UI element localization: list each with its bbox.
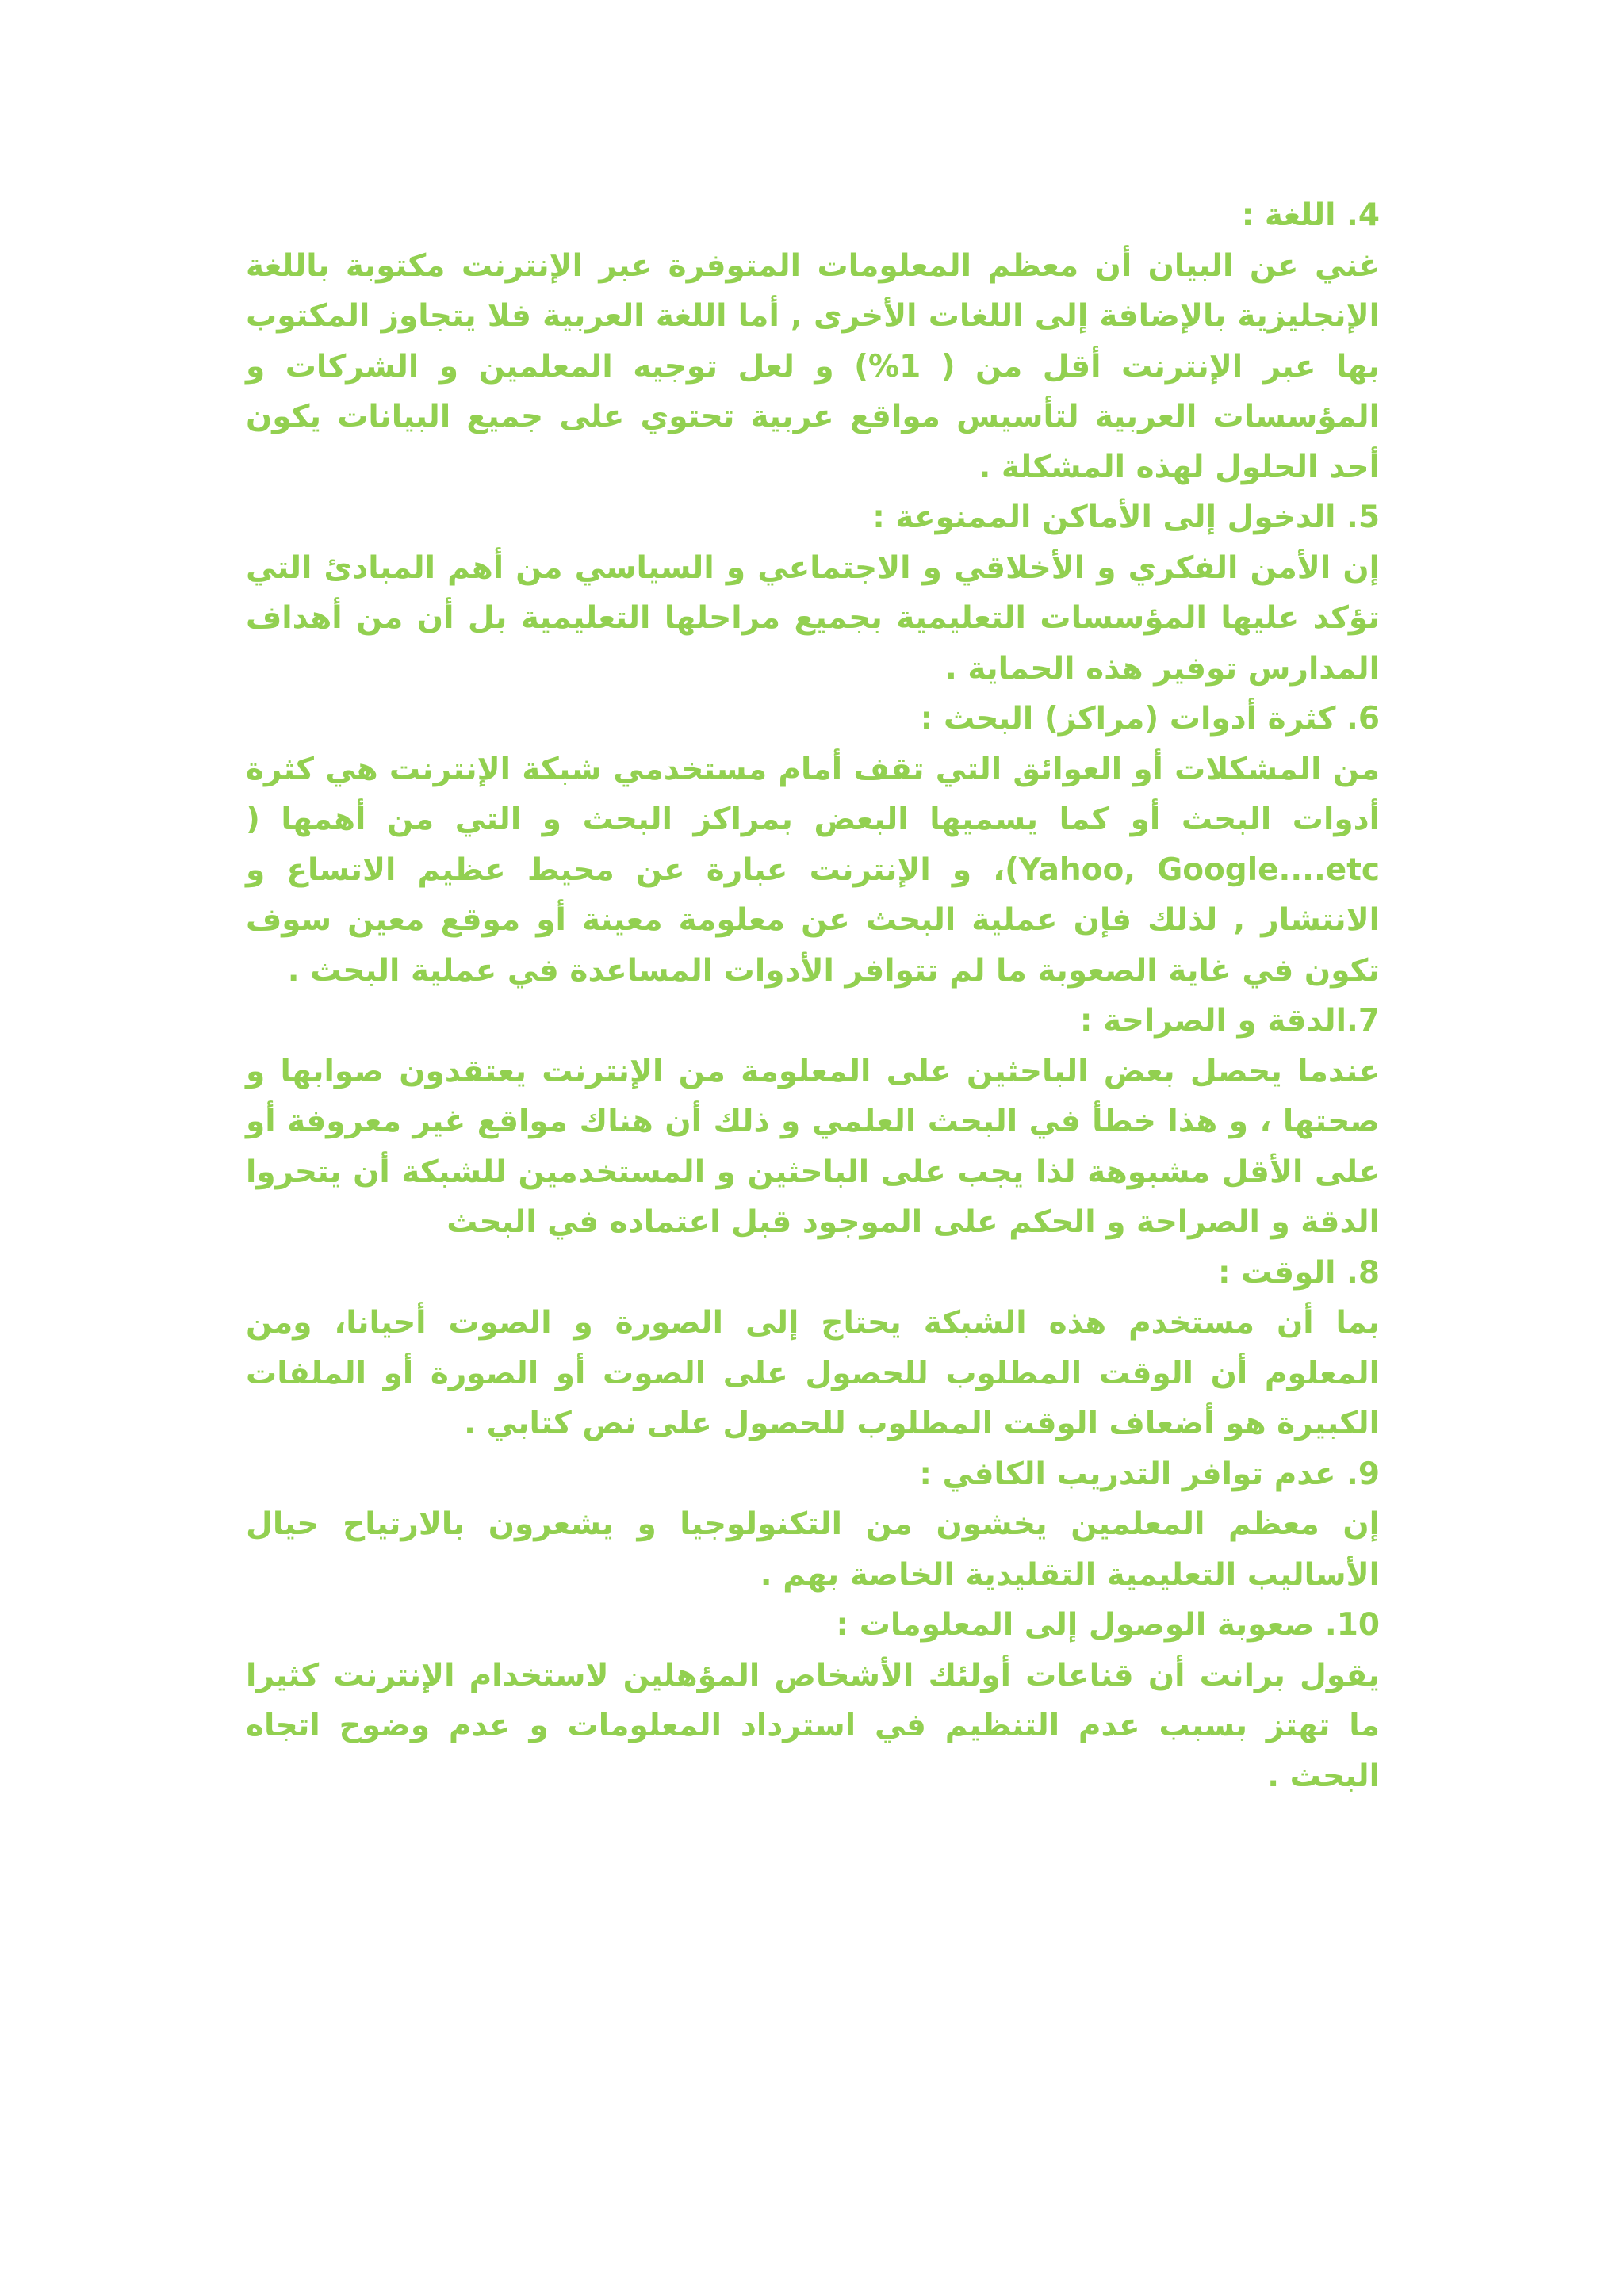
section-paragraph: غني عن البيان أن معظم المعلومات المتوفرة عبر الإنترنت مكتوبة باللغة الإنجليزية بالإضافة إلى اللغات الأخرى , أما اللغة العربية فلا يتجاوز المكتوب بها عبر الإنترنت أقل من ( 1%) و لعل توجيه المعلمين و الشركات و المؤسسات العربية لتأسيس مواقع عربية تحتوي على جميع البيانات يكون أحد الحلول لهذه المشكلة . — [246, 247, 1380, 485]
document-body — [246, 190, 1380, 1801]
section-paragraph: إن معظم المعلمين يخشون من التكنولوجيا و يشعرون بالارتياح حيال الأساليب التعليمية التقليدية الخاصة بهم . — [246, 1506, 1380, 1593]
section-heading: 8. الوقت : — [1218, 1254, 1380, 1291]
section-information-access — [246, 1600, 1380, 1801]
section-language — [246, 190, 1380, 492]
section-heading: 4. اللغة : — [1241, 197, 1380, 233]
section-paragraph: من المشكلات أو العوائق التي تقف أمام مستخدمي شبكة الإنترنت هي كثرة أدوات البحث أو كما يسميها البعض بمراكز البحث و التي من أهمها ( Yahoo, Google....etc)، و الإنترنت عبارة عن محيط عظيم الاتساع و الانتشار , لذلك فإن عملية البحث عن معلومة معينة أو موقع معين سوف تكون في غاية الصعوبة ما لم تتوافر الأدوات المساعدة في عملية البحث . — [246, 751, 1380, 989]
section-heading: 6. كثرة أدوات (مراكز) البحث : — [920, 701, 1380, 737]
section-paragraph: إن الأمن الفكري و الأخلاقي و الاجتماعي و السياسي من أهم المبادئ التي تؤكد عليها المؤسسات التعليمية بجميع مراحلها التعليمية بل أن من أهداف المدارس توفير هذه الحماية . — [246, 549, 1380, 687]
section-accuracy — [246, 996, 1380, 1248]
section-heading: 7.الدقة و الصراحة : — [1079, 1003, 1380, 1039]
section-heading: 9. عدم توافر التدريب الكافي : — [919, 1456, 1380, 1492]
section-time — [246, 1248, 1380, 1449]
section-training — [246, 1449, 1380, 1601]
section-search-tools — [246, 694, 1380, 996]
section-heading: 10. صعوبة الوصول إلى المعلومات : — [836, 1607, 1380, 1643]
section-heading: 5. الدخول إلى الأماكن الممنوعة : — [872, 499, 1380, 535]
section-paragraph: عندما يحصل بعض الباحثين على المعلومة من الإنترنت يعتقدون صوابها و صحتها ، و هذا خطأ في البحث العلمي و ذلك أن هناك مواقع غير معروفة أو على الأقل مشبوهة لذا يجب على الباحثين و المستخدمين للشبكة أن يتحروا الدقة و الصراحة و الحكم على الموجود قبل اعتماده في البحث — [246, 1053, 1380, 1240]
section-restricted-access — [246, 492, 1380, 694]
section-paragraph: يقول برانت أن قناعات أولئك الأشخاص المؤهلين لاستخدام الإنترنت كثيرا ما تهتز بسبب عدم التنظيم في استرداد المعلومات و عدم وضوح اتجاه البحث . — [246, 1657, 1380, 1794]
section-paragraph: بما أن مستخدم هذه الشبكة يحتاج إلى الصورة و الصوت أحيانا، ومن المعلوم أن الوقت المطلوب للحصول على الصوت أو الصورة أو الملفات الكبيرة هو أضعاف الوقت المطلوب للحصول على نص كتابي . — [246, 1305, 1380, 1441]
